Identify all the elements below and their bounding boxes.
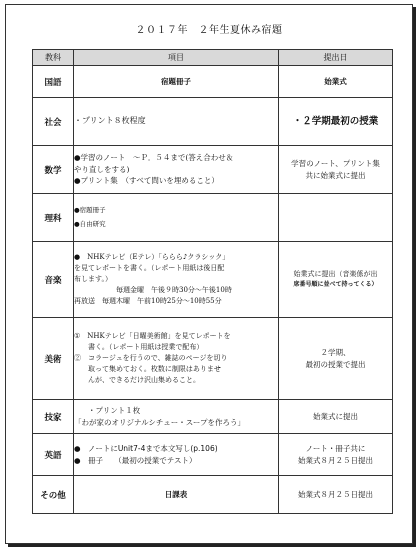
due-ongaku xyxy=(279,242,393,318)
homework-sheet xyxy=(5,4,413,544)
table-row-rika xyxy=(33,194,393,242)
item-ongaku-line4: 毎週金曜 午後９時30分～午後10時 xyxy=(116,285,232,294)
subject-gika: 技家 xyxy=(33,400,74,434)
item-ongaku-line3: 布します。） xyxy=(74,275,112,284)
homework-table xyxy=(32,49,393,514)
item-ongaku-line5: 再放送 毎週木曜 午前10時25分～10時55分 xyxy=(74,296,222,305)
table-row-sugaku xyxy=(33,146,393,194)
header-due: 提出日 xyxy=(279,50,393,66)
due-bijutsu-line2: 最初の授業で提出 xyxy=(305,359,366,369)
due-bijutsu xyxy=(279,318,393,400)
table-row-shakai xyxy=(33,98,393,146)
item-bijutsu-line2: 書く。（レポート用紙は授業で配布） xyxy=(88,343,204,352)
item-eigo-line1: ● ノートにUnit7-4まで本文写し(p.106) xyxy=(74,443,218,453)
item-sonota: 日課表 xyxy=(74,476,279,514)
item-gika-line2: 「わが家のオリジナルシチュー・スープを作ろう」 xyxy=(74,417,245,427)
item-shakai: ・プリント８枚程度 xyxy=(74,98,279,146)
item-eigo-line2: ● 冊子 （最初の授業でテスト） xyxy=(74,455,197,465)
item-ongaku xyxy=(74,242,279,318)
due-gika: 始業式に提出 xyxy=(279,400,393,434)
item-bijutsu-line4: 取って集めておく。枚数に制限はありませ xyxy=(88,364,221,373)
subject-rika: 理科 xyxy=(33,194,74,242)
table-row-ongaku xyxy=(33,242,393,318)
item-rika-line2: ●自由研究 xyxy=(74,219,106,228)
due-eigo-line1: ノート・冊子共に xyxy=(305,443,366,453)
subject-kokugo: 国語 xyxy=(33,66,74,98)
subject-sugaku: 数学 xyxy=(33,146,74,194)
item-kokugo: 宿題冊子 xyxy=(74,66,279,98)
item-sugaku-line3: ●プリント集 （すべて問いを埋めること） xyxy=(74,176,219,186)
subject-shakai: 社会 xyxy=(33,98,74,146)
item-ongaku-line1: ● NHKテレビ（Eテレ）「ららら♪クラシック」 xyxy=(74,253,230,262)
table-row-gika xyxy=(33,400,393,434)
due-ongaku-line2: 席番号順に並べて持ってくる） xyxy=(293,281,378,289)
item-rika xyxy=(74,194,279,242)
table-row-sonota xyxy=(33,476,393,514)
due-sugaku-line1: 学習のノート、プリント集 xyxy=(291,158,380,168)
item-sugaku xyxy=(74,146,279,194)
item-gika-line1: ・プリント１枚 xyxy=(88,405,141,415)
item-bijutsu-line3: ② コラージュを行うので、雑誌のページを切り xyxy=(74,354,228,363)
item-bijutsu xyxy=(74,318,279,400)
due-eigo xyxy=(279,434,393,476)
page-title: ２０１７年 ２年生夏休み宿題 xyxy=(135,25,283,36)
item-eigo xyxy=(74,434,279,476)
due-ongaku-line1: 始業式に提出（音楽係が出 xyxy=(293,270,378,279)
table-row-bijutsu xyxy=(33,318,393,400)
item-rika-line1: ●宿題冊子 xyxy=(74,205,106,214)
due-sugaku xyxy=(279,146,393,194)
item-bijutsu-line1: ① NHKテレビ「日曜美術館」を見てレポートを xyxy=(74,332,231,341)
table-row-eigo xyxy=(33,434,393,476)
subject-eigo: 英語 xyxy=(33,434,74,476)
due-bijutsu-line1: ２学期、 xyxy=(320,347,351,357)
table-row-kokugo xyxy=(33,66,393,98)
due-kokugo: 始業式 xyxy=(279,66,393,98)
item-gika xyxy=(74,400,279,434)
item-sugaku-line1: ●学習のノート ～Ｐ．５４まで(答え合わせ＆ xyxy=(74,153,234,163)
header-item: 項目 xyxy=(74,50,279,66)
subject-bijutsu: 美術 xyxy=(33,318,74,400)
due-sonota: 始業式８月２５日提出 xyxy=(279,476,393,514)
item-ongaku-line2: を見てレポートを書く。（レポート用紙は後日配 xyxy=(74,264,225,273)
due-rika xyxy=(279,194,393,242)
due-shakai: ・２学期最初の授業 xyxy=(279,98,393,146)
item-sugaku-line2: やり直しをする) xyxy=(74,164,130,174)
header-subject: 教科 xyxy=(33,50,74,66)
subject-sonota: その他 xyxy=(33,476,74,514)
due-eigo-line2: 始業式８月２５日提出 xyxy=(298,455,373,465)
subject-ongaku: 音楽 xyxy=(33,242,74,318)
header-row xyxy=(33,50,393,66)
item-bijutsu-line5: んが、できるだけ沢山集めること。 xyxy=(88,375,200,384)
due-sugaku-line2: 共に始業式に提出 xyxy=(305,170,366,180)
